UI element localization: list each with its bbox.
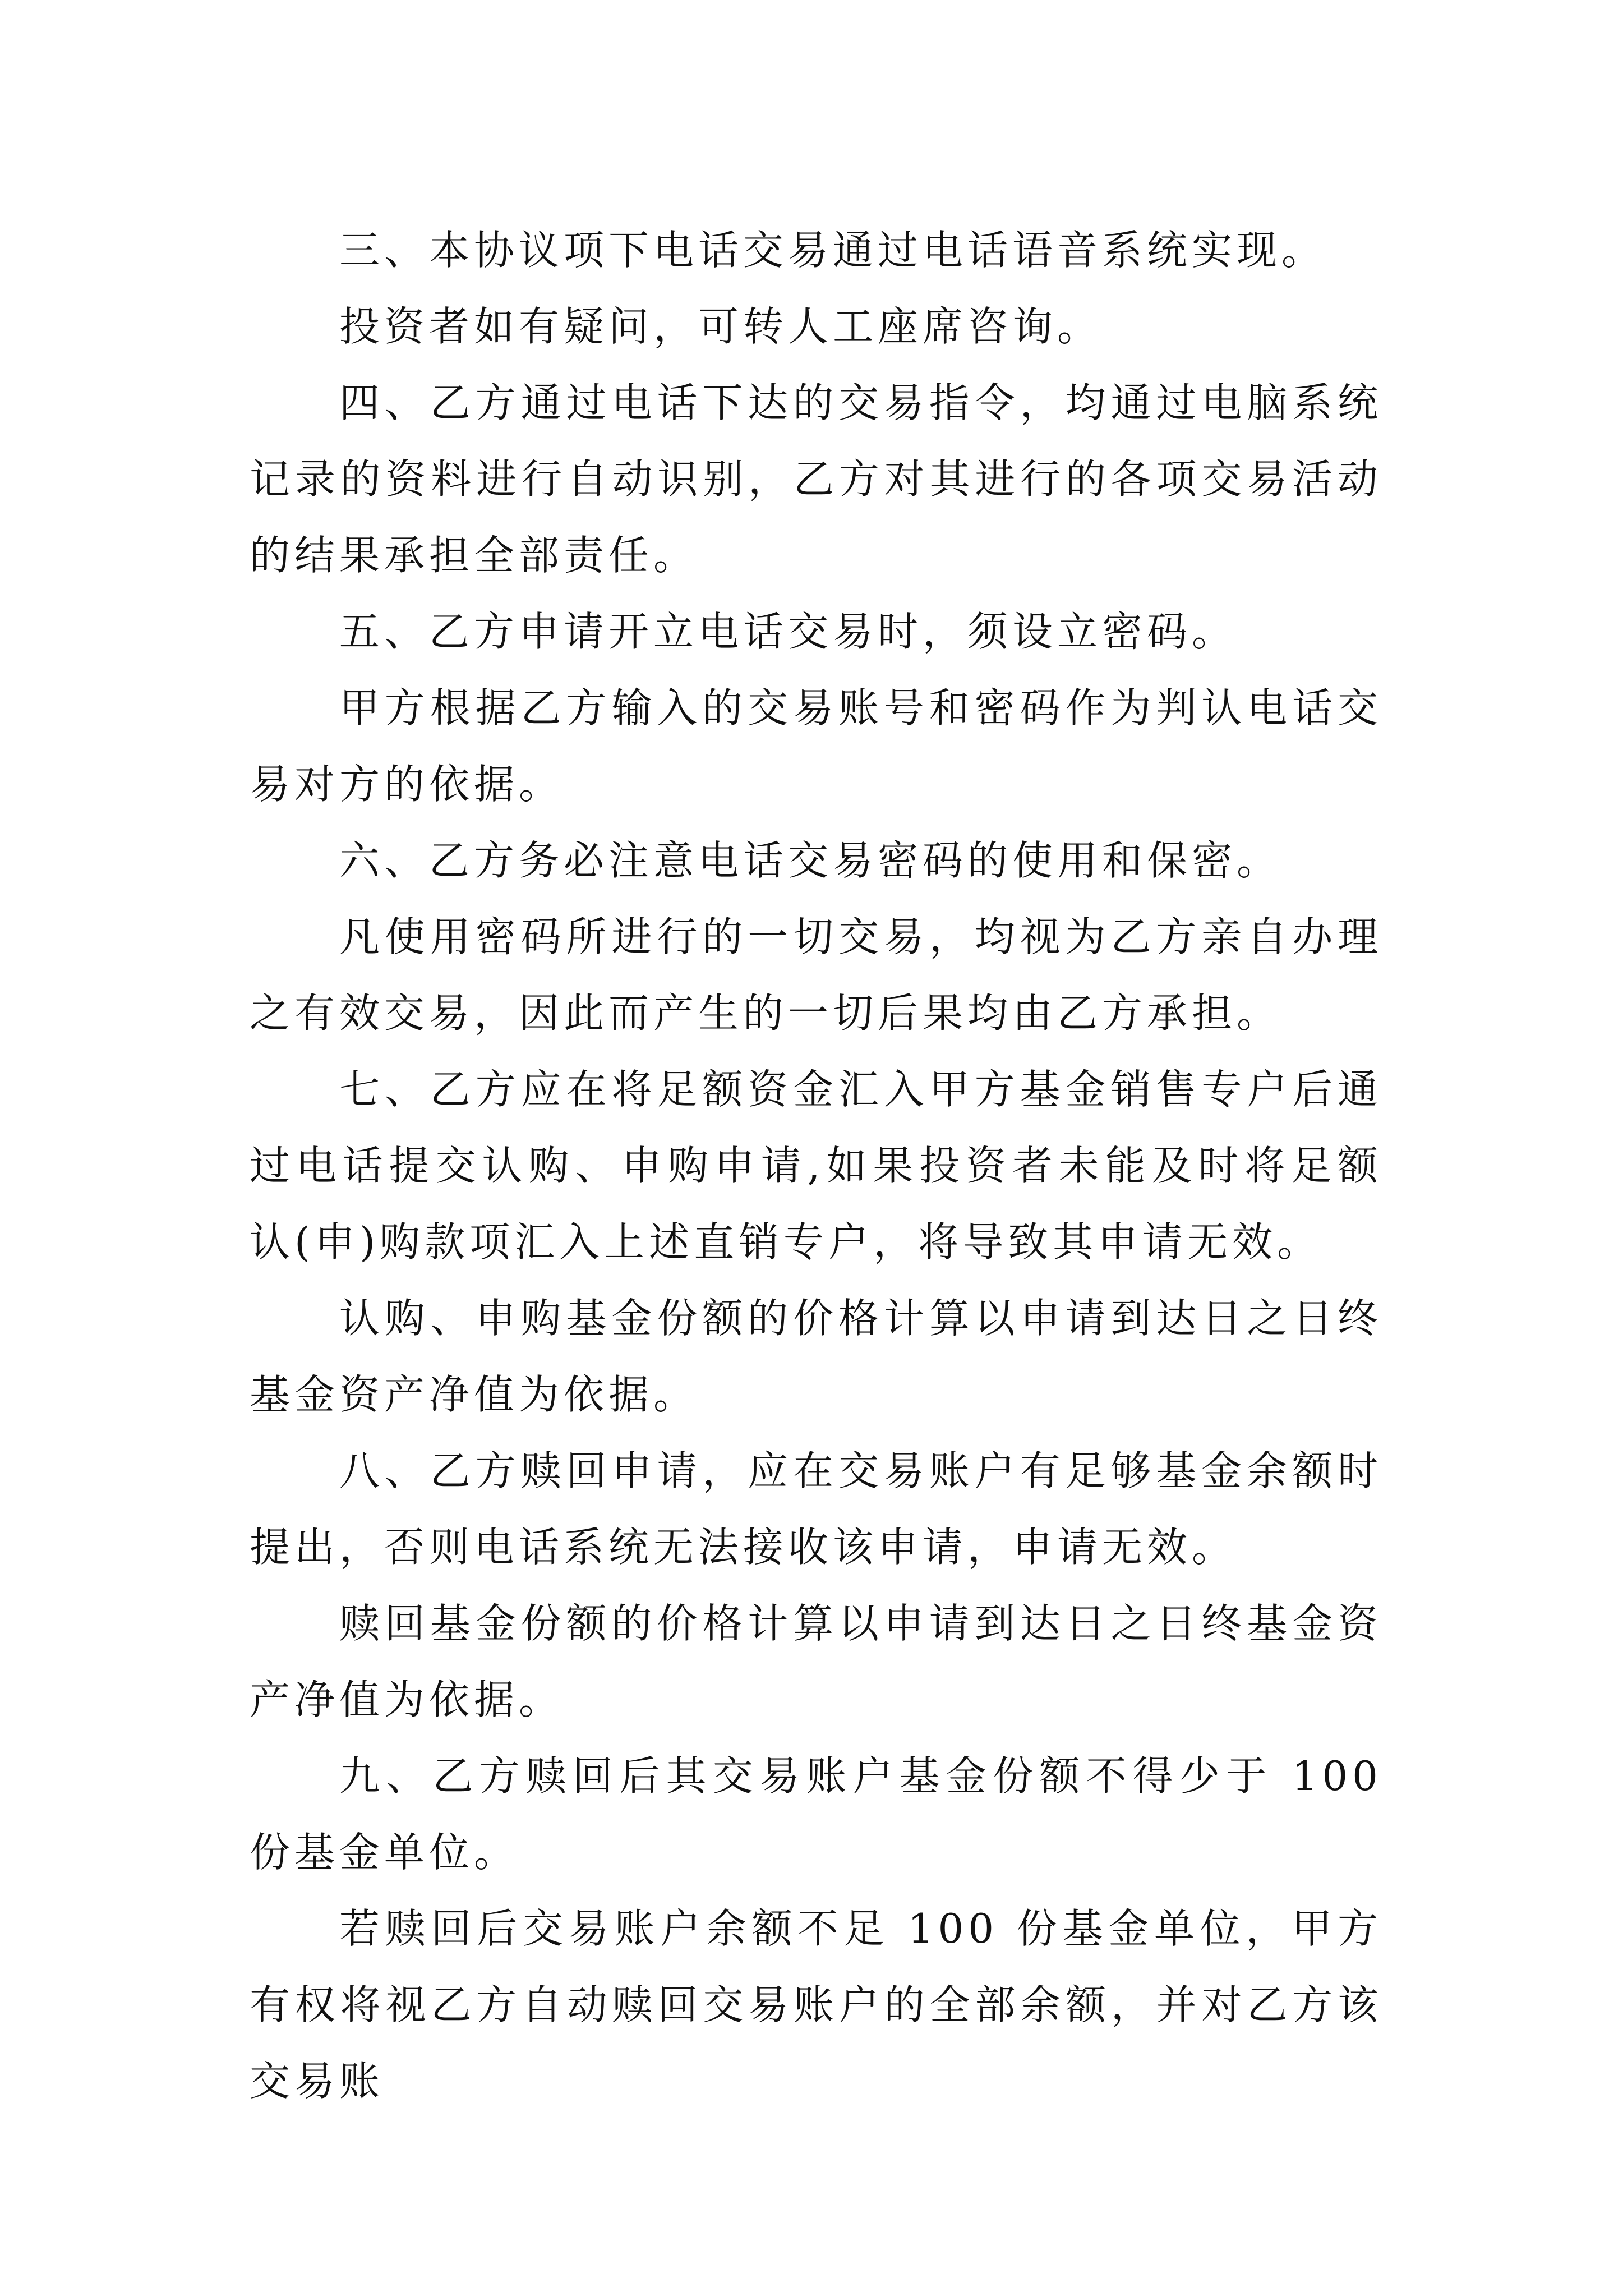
paragraph-redemption-price: 赎回基金份额的价格计算以申请到达日之日终基金资产净值为依据。: [250, 1600, 1382, 1723]
paragraph-password-basis: 甲方根据乙方输入的交易账号和密码作为判认电话交易对方的依据。: [250, 684, 1382, 808]
paragraph-password-liability: 凡使用密码所进行的一切交易，均视为乙方亲自办理之有效交易，因此而产生的一切后果均由乙方承担。: [250, 913, 1382, 1037]
paragraph-clause-4: 四、乙方通过电话下达的交易指令，均通过电脑系统记录的资料进行自动识别，乙方对其进行的各项交易活动的结果承担全部责任。: [250, 379, 1382, 579]
paragraph-clause-6: 六、乙方务必注意电话交易密码的使用和保密。: [339, 837, 1282, 884]
paragraph-minimum-balance: 若赎回后交易账户余额不足 100 份基金单位，甲方有权将视乙方自动赎回交易账户的全部余额，并对乙方该交易账: [250, 1905, 1382, 2105]
paragraph-inquiry: 投资者如有疑问，可转人工座席咨询。: [339, 303, 1103, 350]
paragraph-clause-8: 八、乙方赎回申请，应在交易账户有足够基金余额时提出，否则电话系统无法接收该申请，申请无效。: [250, 1447, 1382, 1571]
paragraph-subscription-price: 认购、申购基金份额的价格计算以申请到达日之日终基金资产净值为依据。: [250, 1295, 1382, 1418]
document-body: [250, 212, 1382, 2119]
paragraph-clause-3: 三、本协议项下电话交易通过电话语音系统实现。: [339, 227, 1327, 274]
paragraph-clause-7: 七、乙方应在将足额资金汇入甲方基金销售专户后通过电话提交认购、申购申请,如果投资者未能及时将足额认(申)购款项汇入上述直销专户，将导致其申请无效。: [250, 1066, 1382, 1266]
paragraph-clause-9: 九、乙方赎回后其交易账户基金份额不得少于 100 份基金单位。: [250, 1752, 1382, 1876]
paragraph-clause-5: 五、乙方申请开立电话交易时，须设立密码。: [339, 608, 1237, 655]
